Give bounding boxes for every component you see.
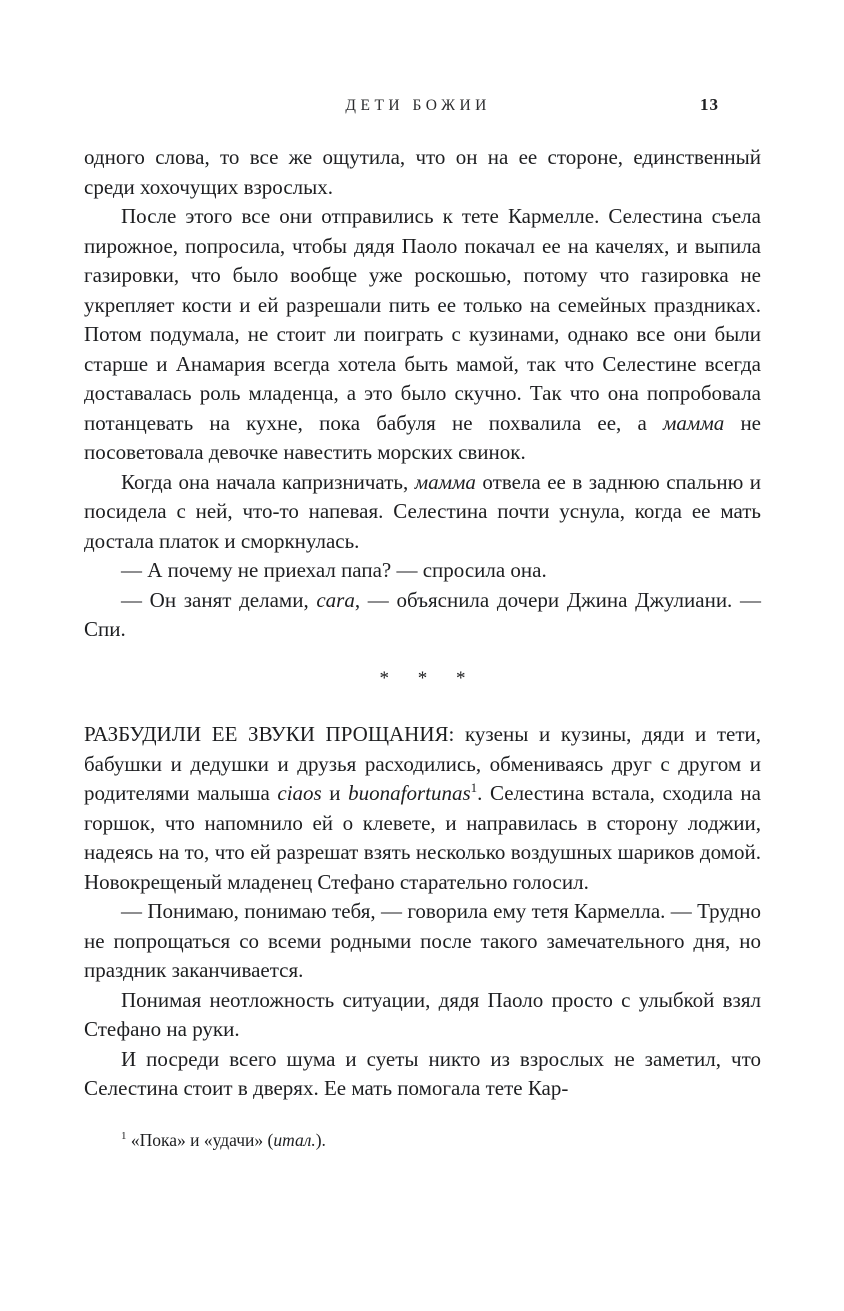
text-run: — Понимаю, понимаю тебя, — говорила ему тетя Кармелла. — Трудно не попрощаться со всеми родными после такого замечательного дня, но праздник заканчивается. [84,899,761,982]
footnote-marker: 1 [121,1129,127,1142]
text-run: После этого все они отправились к тете Кармелле. Селестина съела пирожное, попросила, чтобы дядя Паоло покачал ее на качелях, и выпила газировки, что было вообще уже роскошью, потому что газировка не укрепляет кости и ей разрешали пить ее только на семейных праздниках. Потом подумала, не стоит ли поиграть с кузинами, однако все они были старше и Анамария всегда хотела быть мамой, так что Селестине всегда доставалась роль младенца, а это было скучно. Так что она попробовала потанцевать на кухне, пока бабуля не похвалила ее, а [84,204,761,435]
paragraph [84,586,761,645]
italic-text: мамма [414,469,476,494]
text-run: Понимая неотложность ситуации, дядя Паоло просто с улыбкой взял Стефано на руки. [84,987,761,1041]
running-title: ДЕТИ БОЖИИ [345,97,491,114]
text-run: одного слова, то все же ощутила, что он на ее стороне, единственный среди хохочущих взрослых. [84,145,761,199]
text-run: отвела ее в заднюю спальню и посидела с ней, что-то напевая. Селестина почти уснула, когда ее мать достала платок и сморкнулась. [84,469,761,553]
text-block [84,143,761,1104]
text-run: — А почему не приехал папа? — спросила она. [121,558,547,582]
paragraph [84,556,761,586]
footnote [84,1129,761,1152]
text-run: «Пока» и «удачи» ( [126,1129,274,1150]
italic-text: cara [316,587,355,612]
paragraph [84,143,761,202]
running-head [84,97,761,121]
italic-text: ciaos [277,781,322,805]
footnote-text [84,1129,761,1152]
italic-text: итал. [273,1129,316,1150]
text-run: и [321,781,349,805]
section-break: * * * [379,667,466,689]
footnote-marker: 1 [470,780,478,795]
italic-text: мамма [663,410,725,435]
text-run: . Селестина встала, сходила на горшок, что напомнило ей о клевете, и направилась в сторону лоджии, надеясь на то, что ей разрешат взять несколько воздушных шариков домой. Новокрещеный младенец Стефано старательно голосил. [84,781,761,894]
text-run: ). [315,1129,326,1150]
paragraph [84,986,761,1045]
paragraph [84,1045,761,1104]
text-run: не посоветовала девочке навестить морских свинок. [84,410,761,464]
text-run: Когда она начала капризничать, [121,469,415,494]
text-run: — Он занят делами, [121,587,317,612]
paragraph [84,897,761,986]
text-run: , — объяснила дочери Джина Джулиани. — Спи. [84,587,761,641]
paragraph [84,720,761,897]
paragraph [84,468,761,557]
paragraph [84,202,761,468]
text-run: РАЗБУДИЛИ ЕЕ ЗВУКИ ПРОЩАНИЯ: кузены и кузины, дяди и тети, бабушки и дедушки и друзья расходились, обмениваясь друг с другом и родителями малыша [84,722,761,805]
italic-text: buonafortunas [348,781,471,805]
text-run: И посреди всего шума и суеты никто из взрослых не заметил, что Селестина стоит в дверях. Ее мать помогала тете Кар- [84,1046,761,1100]
page-number: 13 [700,95,719,114]
